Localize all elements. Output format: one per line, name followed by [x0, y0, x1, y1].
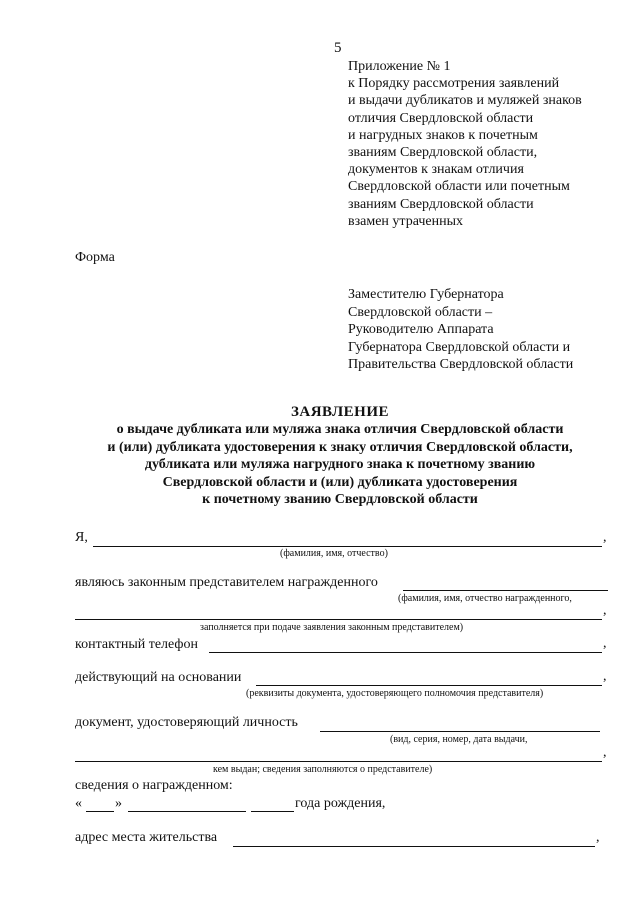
- address-field[interactable]: [233, 846, 595, 847]
- appendix-line: Приложение № 1: [348, 59, 451, 74]
- title-main: ЗАЯВЛЕНИЕ: [290, 404, 390, 420]
- basis-label: действующий на основании: [75, 670, 242, 685]
- awardee-info-label: сведения о награжденном:: [75, 778, 233, 793]
- addressee-line: Правительства Свердловской области: [348, 357, 574, 373]
- appendix-line: и нагрудных знаков к почетным: [348, 127, 538, 143]
- page-number: 5: [334, 40, 342, 56]
- id-document-hint-2: кем выдан; сведения заполняются о представителе): [213, 764, 433, 775]
- birth-day-field[interactable]: [86, 811, 114, 812]
- appendix-line: и выдачи дубликатов и муляжей знаков: [348, 93, 582, 109]
- addressee-block: [348, 286, 573, 374]
- phone-label: контактный телефон: [75, 637, 198, 652]
- appendix-line: взамен утраченных: [348, 213, 464, 229]
- basis-field[interactable]: [256, 685, 602, 686]
- title-line: дубликата или муляжа нагрудного знака к почетному званию: [144, 457, 536, 473]
- birth-year-label: года рождения,: [295, 796, 386, 811]
- comma: ,: [603, 603, 607, 618]
- phone-field[interactable]: [209, 652, 602, 653]
- birth-month-field[interactable]: [128, 811, 246, 812]
- appendix-line: отличия Свердловской области: [348, 110, 534, 126]
- appendix-block: [348, 58, 582, 230]
- comma: ,: [603, 745, 607, 760]
- quote-open: «: [75, 796, 82, 811]
- comma: ,: [596, 830, 600, 845]
- awardee-name-field[interactable]: [403, 590, 608, 591]
- addressee-line: Руководителю Аппарата: [348, 322, 494, 338]
- birth-year-field[interactable]: [251, 811, 294, 812]
- document-title: [0, 404, 640, 508]
- appendix-line: званиям Свердловской области,: [348, 145, 538, 161]
- comma: ,: [603, 636, 607, 651]
- appendix-line: званиям Свердловской области: [348, 196, 534, 212]
- i-label: Я,: [75, 530, 88, 545]
- quote-close: »: [115, 796, 122, 811]
- form-label: Форма: [75, 250, 115, 265]
- id-document-hint: (вид, серия, номер, дата выдачи,: [390, 734, 528, 745]
- title-line: Свердловской области и (или) дубликата удостоверения: [162, 474, 518, 490]
- representative-hint: заполняется при подаче заявления законным представителем): [200, 622, 464, 633]
- appendix-line: Свердловской области или почетным: [348, 179, 570, 195]
- appendix-line: к Порядку рассмотрения заявлений: [348, 76, 560, 92]
- basis-hint: (реквизиты документа, удостоверяющего полномочия представителя): [246, 688, 544, 699]
- appendix-line: документов к знакам отличия: [348, 162, 524, 178]
- awardee-name-hint: (фамилия, имя, отчество награжденного,: [398, 593, 572, 604]
- addressee-line: Губернатора Свердловской области и: [348, 339, 571, 355]
- full-name-field[interactable]: [93, 546, 602, 547]
- representative-label: являюсь законным представителем награжденного: [75, 575, 378, 590]
- id-document-field-continued[interactable]: [75, 761, 602, 762]
- title-line: к почетному званию Свердловской области: [202, 492, 478, 508]
- title-line: о выдаче дубликата или муляжа знака отличия Свердловской области: [116, 422, 564, 438]
- comma: ,: [603, 530, 607, 545]
- address-label: адрес места жительства: [75, 830, 218, 845]
- id-document-label: документ, удостоверяющий личность: [75, 715, 298, 730]
- full-name-hint: (фамилия, имя, отчество): [280, 548, 388, 559]
- title-line: и (или) дубликата удостоверения к знаку отличия Свердловской области,: [107, 439, 573, 455]
- awardee-name-field-continued[interactable]: [75, 619, 602, 620]
- addressee-line: Заместителю Губернатора: [348, 287, 504, 302]
- comma: ,: [603, 669, 607, 684]
- addressee-line: Свердловской области –: [348, 304, 493, 320]
- id-document-field[interactable]: [320, 731, 600, 732]
